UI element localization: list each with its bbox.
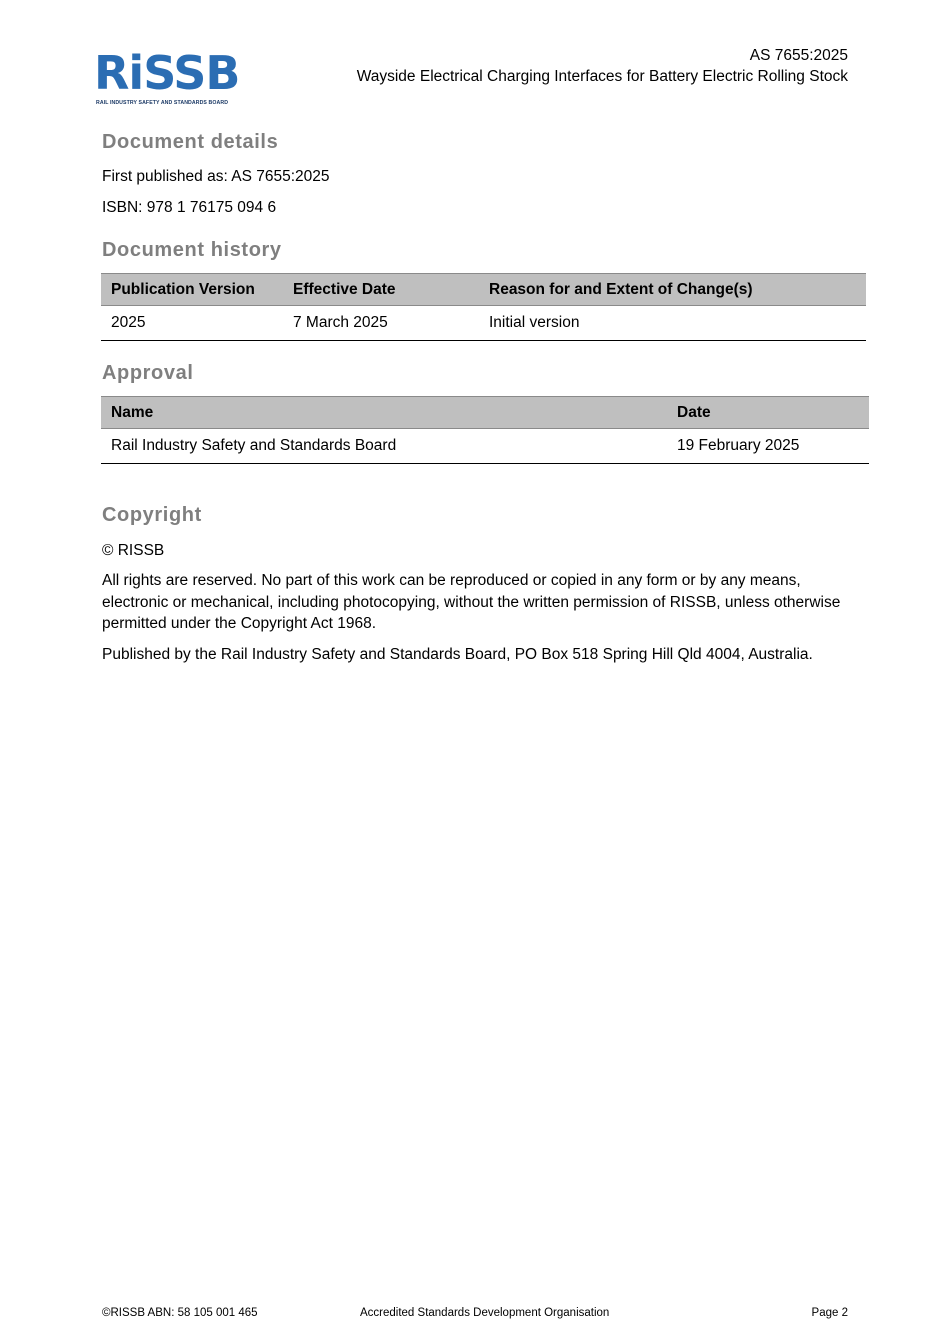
copyright-heading: Copyright [102, 504, 202, 526]
table-header-row [101, 397, 869, 429]
logo-tagline: RAIL INDUSTRY SAFETY AND STANDARDS BOARD [96, 100, 229, 106]
table-cell: 2025 [101, 306, 283, 341]
isbn-text: ISBN: 978 1 76175 094 6 [102, 199, 277, 216]
footer-page-number: Page 2 [811, 1307, 848, 1319]
column-header: Publication Version [101, 274, 283, 306]
publisher-statement: Published by the Rail Industry Safety and Standards Board, PO Box 518 Spring Hill Qld 4004, Australia. [102, 646, 813, 663]
footer-abn: ©RISSB ABN: 58 105 001 465 [102, 1307, 258, 1319]
column-header: Name [101, 397, 667, 429]
document-history-heading: Document history [102, 239, 282, 261]
approval-table [101, 396, 869, 464]
table-cell: 19 February 2025 [667, 429, 869, 464]
first-published-text: First published as: AS 7655:2025 [102, 168, 330, 185]
column-header: Reason for and Extent of Change(s) [479, 274, 866, 306]
table-cell: Initial version [479, 306, 866, 341]
standard-title: Wayside Electrical Charging Interfaces for Battery Electric Rolling Stock [356, 68, 848, 85]
approval-heading: Approval [102, 362, 194, 384]
rights-statement: All rights are reserved. No part of this work can be reproduced or copied in any form or by any means, electronic or mechanical, including photocopying, without the written permission of RISSB, unless otherwise permitted under the Copyright Act 1968. [102, 572, 841, 632]
document-header [357, 45, 848, 87]
footer-accreditation: Accredited Standards Development Organisation [360, 1307, 610, 1319]
column-header: Date [667, 397, 869, 429]
copyright-holder: © RISSB [102, 542, 165, 559]
standard-number: AS 7655:2025 [749, 47, 848, 64]
document-history-table [101, 273, 866, 341]
table-row [101, 429, 869, 464]
table-cell: Rail Industry Safety and Standards Board [101, 429, 667, 464]
rissb-logo [94, 46, 244, 112]
table-row [101, 306, 866, 341]
table-header-row [101, 274, 866, 306]
table-cell: 7 March 2025 [283, 306, 479, 341]
column-header: Effective Date [283, 274, 479, 306]
document-details-heading: Document details [102, 131, 279, 153]
logo-wordmark: RiSSB [94, 46, 240, 100]
